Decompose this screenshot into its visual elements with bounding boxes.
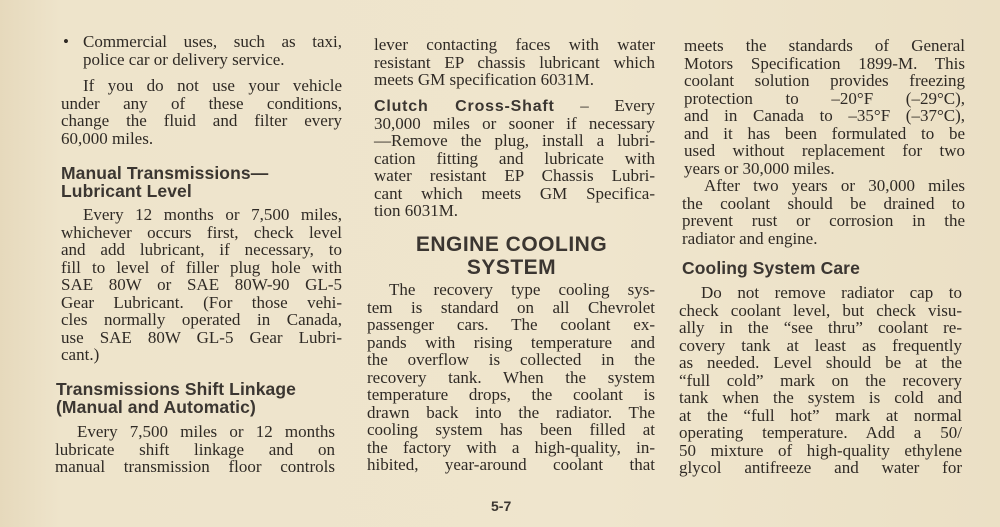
paragraph bbox=[682, 177, 965, 247]
text-line: use SAE 80W GL-5 Gear Lubri- bbox=[61, 327, 342, 347]
run-in-heading: Clutch Cross-Shaft bbox=[374, 98, 555, 115]
text-line: used without replacement for two bbox=[684, 141, 965, 160]
heading-line: Manual Transmissions— bbox=[61, 163, 269, 183]
text-line: water resistant EP Chassis Lubri- bbox=[374, 166, 655, 185]
text-line: pands with rising temperature and bbox=[367, 332, 655, 352]
text-line: The recovery type cooling sys- bbox=[389, 280, 655, 299]
text-line: fill to level of filler plug hole with bbox=[61, 257, 342, 277]
text-line: Motors Specification 1899-M. This bbox=[684, 53, 965, 73]
section-heading bbox=[682, 259, 860, 277]
text-line: at the “full hot” mark at normal bbox=[679, 405, 962, 425]
text-line: lubricate shift linkage and on bbox=[55, 439, 335, 459]
paragraph bbox=[374, 36, 655, 89]
heading-line: (Manual and Automatic) bbox=[56, 397, 256, 417]
text-line: covery tank at least as frequently bbox=[679, 335, 962, 355]
text-line: 60,000 miles. bbox=[61, 128, 154, 148]
text-line: Gear Lubricant. (For those vehi- bbox=[61, 292, 342, 312]
text-line: Every 7,500 miles or 12 months bbox=[77, 422, 335, 441]
text-fragment: – Every bbox=[580, 96, 656, 115]
text-line: radiator and engine. bbox=[682, 228, 818, 248]
text-line: coolant solution provides freezing bbox=[684, 71, 965, 90]
text-line: tion 6031M. bbox=[374, 201, 459, 220]
text-line: lever contacting faces with water bbox=[374, 35, 655, 54]
text-line: cation fitting and lubricate with bbox=[374, 148, 655, 168]
text-line: operating temperature. Add a 50/ bbox=[679, 423, 962, 442]
text-line: and add lubricant, if necessary, to bbox=[61, 240, 342, 259]
text-line: If you do not use your vehicle bbox=[83, 76, 342, 95]
heading-line: SYSTEM bbox=[466, 256, 557, 279]
heading-line: Transmissions Shift Linkage bbox=[56, 379, 296, 399]
heading-line: ENGINE COOLING bbox=[415, 233, 608, 256]
text-line: Do not remove radiator cap to bbox=[701, 283, 962, 302]
text-line: Every 12 months or 7,500 miles, bbox=[83, 205, 342, 224]
text-line: tank when the system is cold and bbox=[679, 388, 962, 407]
text-line: —Remove the plug, install a lubri- bbox=[374, 131, 655, 150]
text-line: temperature drops, the coolant is bbox=[367, 385, 655, 404]
bullet-marker: • bbox=[63, 32, 69, 51]
text-line: change the fluid and filter every bbox=[61, 111, 342, 130]
paragraph-body bbox=[374, 115, 655, 220]
text-line: recovery tank. When the system bbox=[367, 367, 655, 387]
text-line: SAE 80W or SAE 80W-90 GL-5 bbox=[61, 275, 342, 294]
text-line: under any of these conditions, bbox=[61, 93, 342, 113]
text-line: After two years or 30,000 miles bbox=[704, 176, 965, 195]
heading-line: Lubricant Level bbox=[61, 181, 192, 201]
section-heading bbox=[61, 164, 268, 200]
text-line: Commercial uses, such as taxi, bbox=[83, 32, 342, 51]
text-line: ally in the “see thru” coolant re- bbox=[679, 318, 962, 337]
text-line: cant which meets GM Specifica- bbox=[374, 183, 655, 203]
page-number: 5-7 bbox=[491, 498, 512, 514]
text-line: the coolant should be drained to bbox=[682, 193, 965, 213]
heading-line: Cooling System Care bbox=[682, 258, 860, 278]
text-line: 50 mixture of high-quality ethylene bbox=[679, 440, 962, 460]
section-title bbox=[368, 233, 655, 279]
text-line: prevent rust or corrosion in the bbox=[682, 211, 965, 230]
text-line: meets the standards of General bbox=[684, 36, 965, 55]
paragraph bbox=[679, 284, 962, 477]
text-line: drawn back into the radiator. The bbox=[367, 402, 655, 422]
paragraph bbox=[684, 37, 965, 177]
text-line: hibited, year-around coolant that bbox=[367, 455, 655, 474]
text-line: and in Canada to –35°F (–37°C), bbox=[684, 106, 965, 125]
text-line: years or 30,000 miles. bbox=[684, 158, 835, 178]
paragraph bbox=[61, 77, 342, 147]
text-line: passenger cars. The coolant ex- bbox=[367, 315, 655, 334]
text-line: cles normally operated in Canada, bbox=[61, 310, 342, 329]
paragraph bbox=[55, 423, 335, 476]
text-line: whichever occurs first, check level bbox=[61, 222, 342, 242]
text-line: glycol antifreeze and water for bbox=[679, 458, 962, 477]
paragraph bbox=[61, 206, 342, 364]
text-line: “full cold” mark on the recovery bbox=[679, 370, 962, 390]
text-line: cant.) bbox=[61, 345, 100, 364]
text-line: the factory with a high-quality, in- bbox=[367, 437, 655, 457]
text-line: and it has been formulated to be bbox=[684, 123, 965, 143]
text-line: protection to –20°F (–29°C), bbox=[684, 88, 965, 108]
section-heading bbox=[56, 380, 296, 416]
clutch-cross-shaft-paragraph bbox=[374, 97, 655, 220]
text-line: check coolant level, but check visu- bbox=[679, 300, 962, 320]
text-line: 30,000 miles or sooner if necessary bbox=[374, 113, 655, 133]
text-line: as needed. Level should be at the bbox=[679, 353, 962, 372]
text-line: manual transmission floor controls bbox=[55, 457, 335, 476]
text-line bbox=[374, 97, 655, 115]
text-line: cooling system has been filled at bbox=[367, 420, 655, 439]
text-line: meets GM specification 6031M. bbox=[374, 70, 595, 89]
text-line: the overflow is collected in the bbox=[367, 350, 655, 369]
text-line: resistant EP chassis lubricant which bbox=[374, 52, 655, 72]
text-line: police car or delivery service. bbox=[83, 49, 285, 69]
paragraph bbox=[367, 281, 655, 474]
text-line: tem is standard on all Chevrolet bbox=[367, 297, 655, 317]
bullet-item bbox=[83, 33, 342, 68]
